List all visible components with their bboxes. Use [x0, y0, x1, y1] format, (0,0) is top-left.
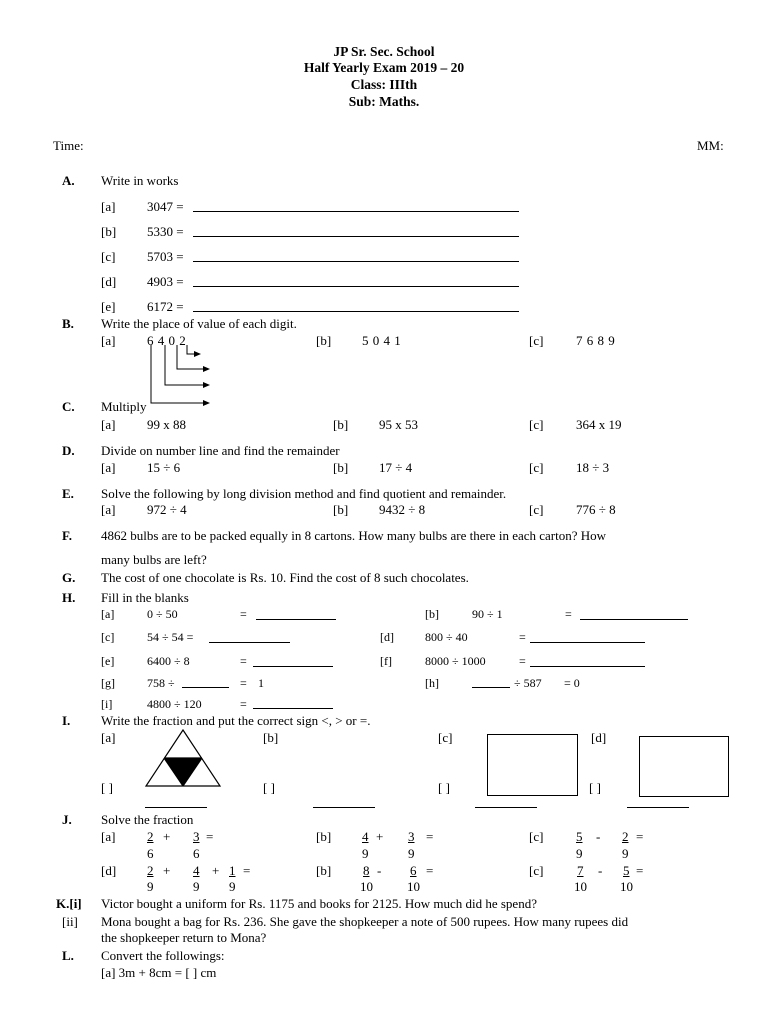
h-item-eq: = — [240, 607, 247, 621]
fraction-denominator: 6 — [193, 846, 200, 861]
d-item-label: [c] — [529, 460, 544, 475]
operator: - — [377, 863, 382, 878]
d-item-label: [b] — [333, 460, 349, 475]
fraction-numerator: 2 — [147, 829, 154, 844]
section-j-letter: J. — [62, 812, 72, 827]
section-k-text2a: Mona bought a bag for Rs. 236. She gave the shopkeeper a note of 500 rupees. How many rupees did — [101, 914, 629, 929]
section-h-title: Fill in the blanks — [101, 590, 189, 605]
a-item-label: [e] — [101, 299, 116, 314]
b-item-number: 6 4 0 2 — [147, 333, 187, 348]
h-item-label: [f] — [380, 654, 392, 668]
j-item-label: [a] — [101, 829, 116, 844]
section-k-text2b: the shopkeeper return to Mona? — [101, 930, 267, 945]
section-c-title: Multiply — [101, 399, 147, 414]
b-item-number: 5 0 4 1 — [362, 333, 402, 348]
i-item-label: [c] — [438, 730, 453, 745]
i-item-label: [b] — [263, 730, 279, 745]
j-item-label: [d] — [101, 863, 117, 878]
fraction-line — [145, 807, 207, 808]
c-item-text: 364 x 19 — [576, 417, 622, 432]
fraction-numerator: 5 — [623, 863, 630, 878]
operator: + — [212, 863, 220, 878]
fraction-numerator: 1 — [229, 863, 236, 878]
c-item-text: 95 x 53 — [379, 417, 418, 432]
j-item-label: [c] — [529, 863, 544, 878]
exam-title: Half Yearly Exam 2019 – 20 — [303, 60, 465, 75]
school-name: JP Sr. Sec. School — [333, 44, 435, 59]
h-item-label: [g] — [101, 676, 115, 690]
b-item-number: 7 6 8 9 — [576, 333, 616, 348]
d-item-text: 18 ÷ 3 — [576, 460, 610, 475]
h-item-eq: = — [519, 654, 526, 668]
a-item-text: 5330 = — [147, 224, 184, 239]
fraction-denominator: 10 — [407, 879, 420, 894]
h-item-expr: 8000 ÷ 1000 — [425, 654, 486, 668]
section-b-letter: B. — [62, 316, 74, 331]
fraction-denominator: 10 — [574, 879, 587, 894]
fraction-line — [627, 807, 689, 808]
section-l-letter: L. — [62, 948, 74, 963]
fraction-line — [313, 807, 375, 808]
h-item-expr: 90 ÷ 1 — [472, 607, 503, 621]
fraction-numerator: 7 — [577, 863, 584, 878]
fraction-numerator: 6 — [410, 863, 417, 878]
d-item-label: [a] — [101, 460, 116, 475]
fraction-denominator: 10 — [620, 879, 633, 894]
subject-label: Sub: Maths. — [348, 94, 420, 109]
a-item-label: [a] — [101, 199, 116, 214]
b-item-label: [c] — [529, 333, 544, 348]
section-h-letter: H. — [62, 590, 76, 605]
b-item-label: [b] — [316, 333, 332, 348]
fraction-numerator: 2 — [622, 829, 629, 844]
a-item-text: 4903 = — [147, 274, 184, 289]
section-f-letter: F. — [62, 528, 72, 543]
operator: - — [596, 829, 601, 844]
section-c-letter: C. — [62, 399, 75, 414]
section-k-label2: [ii] — [62, 914, 78, 929]
answer-bracket: [ ] — [263, 780, 275, 795]
h-item-expr: 6400 ÷ 8 — [147, 654, 190, 668]
section-l-title: Convert the followings: — [101, 948, 225, 963]
answer-bracket: [ ] — [438, 780, 450, 795]
section-l-item: [a] 3m + 8cm = [ ] cm — [101, 965, 217, 980]
a-item-label: [c] — [101, 249, 116, 264]
a-item-label: [b] — [101, 224, 117, 239]
fraction-numerator: 3 — [408, 829, 415, 844]
h-item-eq: = — [565, 607, 572, 621]
section-b-title: Write the place of value of each digit. — [101, 316, 297, 331]
e-item-text: 972 ÷ 4 — [147, 502, 187, 517]
equals-sign: = — [426, 863, 434, 878]
i-item-label: [d] — [591, 730, 607, 745]
fraction-numerator: 4 — [362, 829, 369, 844]
fraction-numerator: 3 — [193, 829, 200, 844]
equals-sign: = — [206, 829, 214, 844]
h-item-rhs: 1 — [258, 676, 264, 690]
a-item-label: [d] — [101, 274, 117, 289]
fraction-line — [475, 807, 537, 808]
h-item-expr: 0 ÷ 50 — [147, 607, 178, 621]
h-item-eq: = — [240, 697, 247, 711]
e-item-label: [a] — [101, 502, 116, 517]
rectangle-figure — [639, 736, 729, 797]
fraction-denominator: 6 — [147, 846, 154, 861]
fraction-denominator: 10 — [360, 879, 373, 894]
answer-bracket: [ ] — [101, 780, 113, 795]
e-item-label: [b] — [333, 502, 349, 517]
h-item-eq: = 0 — [564, 676, 580, 690]
fraction-denominator: 9 — [193, 879, 200, 894]
section-g-text: The cost of one chocolate is Rs. 10. Find the cost of 8 such chocolates. — [101, 570, 469, 585]
fraction-numerator: 5 — [576, 829, 583, 844]
section-i-title: Write the fraction and put the correct sign <, > or =. — [101, 713, 371, 728]
equals-sign: = — [636, 863, 644, 878]
h-item-label: [a] — [101, 607, 115, 621]
c-item-label: [a] — [101, 417, 116, 432]
equals-sign: = — [636, 829, 644, 844]
fraction-denominator: 9 — [147, 879, 154, 894]
operator: + — [163, 863, 171, 878]
a-item-text: 6172 = — [147, 299, 184, 314]
h-item-eq: = — [240, 654, 247, 668]
fraction-denominator: 9 — [408, 846, 415, 861]
section-k-letter: K.[i] — [56, 896, 82, 911]
section-j-title: Solve the fraction — [101, 812, 194, 827]
a-item-text: 3047 = — [147, 199, 184, 214]
section-d-letter: D. — [62, 443, 75, 458]
max-marks-label: MM: — [697, 138, 724, 153]
fraction-denominator: 9 — [622, 846, 629, 861]
b-item-label: [a] — [101, 333, 116, 348]
equals-sign: = — [426, 829, 434, 844]
time-label: Time: — [53, 138, 84, 153]
h-item-label: [b] — [425, 607, 439, 621]
h-item-expr: 4800 ÷ 120 — [147, 697, 202, 711]
a-item-text: 5703 = — [147, 249, 184, 264]
fraction-numerator: 8 — [363, 863, 370, 878]
h-item-eq: = — [519, 630, 526, 644]
h-item-label: [h] — [425, 676, 439, 690]
j-item-label: [c] — [529, 829, 544, 844]
h-item-expr: 54 ÷ 54 = — [147, 630, 194, 644]
fraction-numerator: 2 — [147, 863, 154, 878]
e-item-text: 776 ÷ 8 — [576, 502, 616, 517]
operator: - — [598, 863, 603, 878]
e-item-text: 9432 ÷ 8 — [379, 502, 426, 517]
h-item-expr: 800 ÷ 40 — [425, 630, 468, 644]
fraction-denominator: 9 — [229, 879, 236, 894]
operator: + — [163, 829, 171, 844]
section-g-letter: G. — [62, 570, 76, 585]
rectangle-figure — [487, 734, 578, 796]
c-item-text: 99 x 88 — [147, 417, 186, 432]
h-item-eq: = — [240, 676, 247, 690]
c-item-label: [b] — [333, 417, 349, 432]
section-f-line2: many bulbs are left? — [101, 552, 207, 567]
fraction-numerator: 4 — [193, 863, 200, 878]
d-item-text: 15 ÷ 6 — [147, 460, 181, 475]
h-item-label: [i] — [101, 697, 113, 711]
h-item-label: [e] — [101, 654, 115, 668]
section-i-letter: I. — [62, 713, 71, 728]
fraction-denominator: 9 — [576, 846, 583, 861]
e-item-label: [c] — [529, 502, 544, 517]
section-e-title: Solve the following by long division method and find quotient and remainder. — [101, 486, 507, 501]
h-item-expr: 758 ÷ — [147, 676, 175, 690]
j-item-label: [b] — [316, 863, 332, 878]
section-f-line1: 4862 bulbs are to be packed equally in 8 cartons. How many bulbs are there in each carton? How — [101, 528, 607, 543]
equals-sign: = — [243, 863, 251, 878]
section-d-title: Divide on number line and find the remainder — [101, 443, 340, 458]
operator: + — [376, 829, 384, 844]
fraction-denominator: 9 — [362, 846, 369, 861]
class-label: Class: IIIth — [350, 77, 418, 92]
h-item-label: [d] — [380, 630, 394, 644]
section-a-letter: A. — [62, 173, 75, 188]
i-item-label: [a] — [101, 730, 116, 745]
j-item-label: [b] — [316, 829, 332, 844]
section-k-text1: Victor bought a uniform for Rs. 1175 and books for 2125. How much did he spend? — [101, 896, 537, 911]
h-item-expr: ÷ 587 — [514, 676, 542, 690]
h-item-label: [c] — [101, 630, 115, 644]
section-a-title: Write in works — [101, 173, 179, 188]
section-e-letter: E. — [62, 486, 74, 501]
c-item-label: [c] — [529, 417, 544, 432]
d-item-text: 17 ÷ 4 — [379, 460, 413, 475]
answer-bracket: [ ] — [589, 780, 601, 795]
